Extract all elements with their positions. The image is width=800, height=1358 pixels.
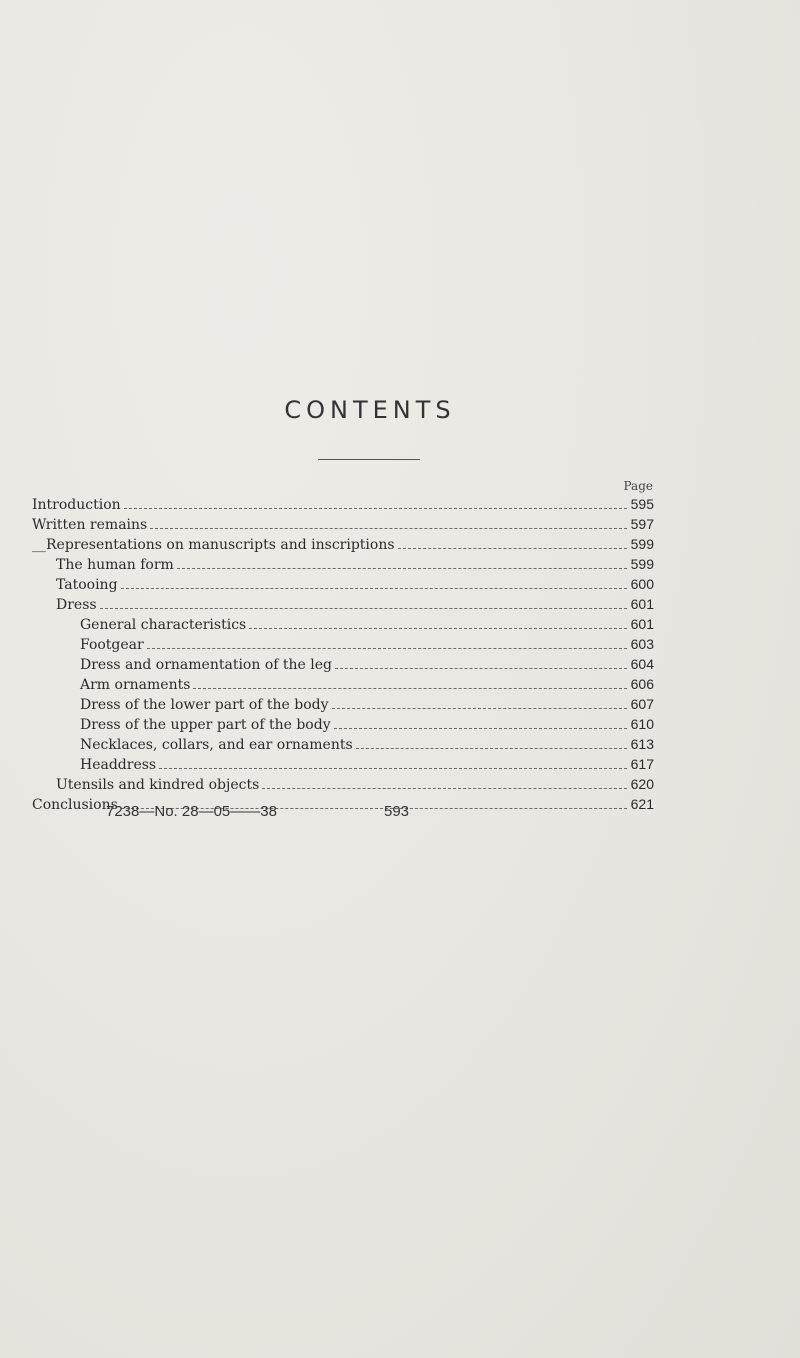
toc-entry-page: 620 — [630, 776, 654, 792]
toc-entry-label: General characteristics — [80, 617, 247, 633]
toc-entry-representations — [32, 536, 654, 556]
toc-entry-label: Headdress — [80, 757, 157, 773]
page-column-label: Page — [623, 479, 653, 493]
toc-entry-label: Introduction — [32, 497, 121, 513]
toc-entry-label: Arm ornaments — [80, 677, 191, 693]
toc-entry-page: 595 — [630, 496, 654, 512]
toc-entry-label: __Representations on manuscripts and inscriptions — [32, 537, 395, 553]
toc-entry-page: 600 — [630, 576, 654, 592]
toc-entry-general-characteristics — [80, 616, 654, 636]
toc-leader — [121, 577, 627, 589]
toc-entry-label: The human form — [56, 557, 174, 573]
toc-leader — [356, 737, 627, 749]
toc-entry-label: Dress of the upper part of the body — [80, 717, 331, 733]
toc-entry-label: Dress and ornamentation of the leg — [80, 657, 332, 673]
toc-entry-label: Conclusions — [32, 797, 118, 813]
toc-entry-page: 603 — [630, 636, 654, 652]
toc-entry-page: 613 — [630, 736, 654, 752]
toc-leader — [100, 597, 627, 609]
toc-leader — [147, 637, 627, 649]
page-number: 593 — [384, 803, 410, 820]
toc-entry-utensils — [56, 776, 654, 796]
toc-leader — [159, 757, 627, 769]
toc-entry-human-form — [56, 556, 654, 576]
toc-entry-label: Tatooing — [56, 577, 118, 593]
toc-leader — [177, 557, 627, 569]
toc-entry-page: 599 — [630, 536, 654, 552]
toc-entry-label: Dress — [56, 597, 97, 613]
toc-entry-footgear — [80, 636, 654, 656]
toc-entry-page: 606 — [630, 676, 654, 692]
toc-entry-label: Footgear — [80, 637, 144, 653]
toc-entry-page: 621 — [630, 796, 654, 812]
toc-entry-label: Necklaces, collars, and ear ornaments — [80, 737, 353, 753]
toc-entry-page: 610 — [630, 716, 654, 732]
toc-entry-page: 597 — [630, 516, 654, 532]
toc-entry-label: Utensils and kindred objects — [56, 777, 260, 793]
title-rule — [318, 459, 420, 460]
page-title: CONTENTS — [284, 396, 456, 424]
toc-leader — [332, 697, 627, 709]
toc-entry-page: 617 — [630, 756, 654, 772]
toc-entry-introduction — [32, 496, 654, 516]
toc-entry-written-remains — [32, 516, 654, 536]
toc-leader — [398, 537, 627, 549]
toc-entry-tatooing — [56, 576, 654, 596]
toc-entry-headdress — [80, 756, 654, 776]
toc-entry-page: 604 — [630, 656, 654, 672]
toc-leader — [249, 617, 626, 629]
print-code: 7238—No. 28—05——38 — [106, 803, 277, 820]
toc-entry-necklaces — [80, 736, 654, 756]
toc-entry-page: 599 — [630, 556, 654, 572]
toc-leader — [262, 777, 626, 789]
toc-leader — [334, 717, 627, 729]
toc-entry-label: Written remains — [32, 517, 148, 533]
toc-entry-dress-lower-body — [80, 696, 654, 716]
toc-entry-page: 601 — [630, 616, 654, 632]
toc-leader — [150, 517, 626, 529]
toc-entry-arm-ornaments — [80, 676, 654, 696]
toc-entry-dress-upper-body — [80, 716, 654, 736]
toc-entry-page: 601 — [630, 596, 654, 612]
toc-leader — [193, 677, 626, 689]
toc-leader — [124, 497, 627, 509]
toc-leader — [335, 657, 627, 669]
toc-entry-page: 607 — [630, 696, 654, 712]
toc-entry-label: Dress of the lower part of the body — [80, 697, 329, 713]
toc-entry-dress — [56, 596, 654, 616]
toc-entry-dress-leg — [80, 656, 654, 676]
